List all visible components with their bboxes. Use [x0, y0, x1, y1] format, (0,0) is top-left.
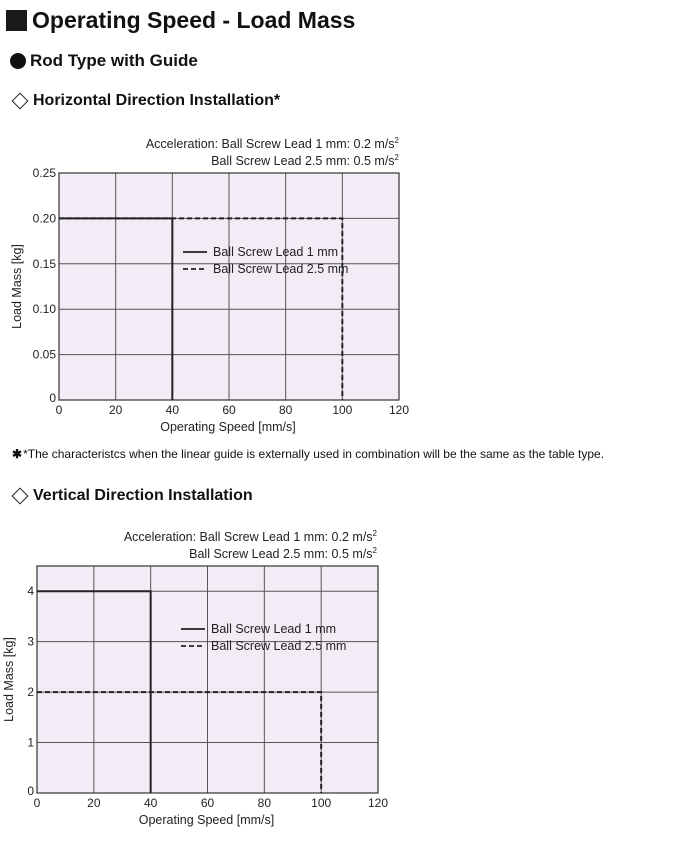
y-axis-label: Load Mass [kg] — [10, 244, 24, 329]
y-tick-label: 0.05 — [32, 347, 56, 362]
y-tick-label: 1 — [27, 735, 34, 750]
acceleration-line-2-superscript: 2 — [394, 153, 399, 162]
x-tick-label: 20 — [87, 796, 101, 810]
x-tick-label: 80 — [257, 796, 272, 810]
x-tick-label: 60 — [222, 403, 236, 417]
y-axis-label: Load Mass [kg] — [2, 637, 16, 722]
acceleration-line-1-superscript: 2 — [372, 529, 377, 538]
y-tick-label: 0.25 — [32, 166, 56, 180]
acceleration-line-2-superscript: 2 — [372, 546, 377, 555]
vertical-section-title: Vertical Direction Installation — [33, 487, 253, 504]
x-tick-label: 80 — [278, 403, 293, 417]
acceleration-line-2-text: Ball Screw Lead 2.5 mm: 0.5 m/s — [189, 547, 373, 561]
y-tick-label: 0.15 — [32, 256, 56, 271]
acceleration-line-2 — [189, 546, 377, 561]
x-tick-label: 120 — [367, 796, 389, 810]
x-tick-label: 40 — [165, 403, 180, 417]
x-tick-label: 60 — [200, 796, 215, 810]
x-tick-label: 40 — [143, 796, 158, 810]
x-tick-label: 120 — [388, 403, 410, 417]
y-tick-label: 0 — [27, 784, 34, 798]
y-tick-label: 0.10 — [32, 302, 56, 317]
y-tick-label: 0 — [49, 391, 56, 405]
y-tick-label: 2 — [27, 685, 34, 700]
acceleration-line-1-text: Acceleration: Ball Screw Lead 1 mm: 0.2 m/s — [145, 137, 395, 151]
section-subtitle-text: Rod Type with Guide — [30, 51, 198, 70]
x-tick-label: 0 — [55, 403, 63, 417]
asterisk-icon: ✱ — [12, 447, 23, 461]
legend-label-1: Ball Screw Lead 1 mm — [213, 245, 339, 259]
acceleration-line-2-text: Ball Screw Lead 2.5 mm: 0.5 m/s — [211, 154, 395, 168]
legend-label-2: Ball Screw Lead 2.5 mm — [211, 639, 347, 653]
acceleration-line-1 — [124, 529, 378, 544]
y-tick-label: 4 — [27, 584, 34, 599]
x-tick-label: 100 — [332, 403, 353, 417]
horizontal-section-title: Horizontal Direction Installation* — [33, 92, 281, 109]
x-axis-label: Operating Speed [mm/s] — [160, 420, 296, 434]
legend-label-2: Ball Screw Lead 2.5 mm — [213, 262, 349, 276]
x-tick-label: 20 — [108, 403, 123, 417]
x-axis-label: Operating Speed [mm/s] — [138, 813, 275, 827]
y-tick-label: 0.20 — [32, 211, 56, 226]
footnote-text: *The characteristcs when the linear guide is externally used in combination will be the same as the table type. — [23, 447, 605, 461]
legend-label-1: Ball Screw Lead 1 mm — [211, 622, 337, 636]
page-title-text: Operating Speed - Load Mass — [32, 7, 356, 33]
acceleration-line-1-superscript: 2 — [394, 136, 399, 145]
y-tick-label: 3 — [27, 634, 34, 649]
x-tick-label: 100 — [311, 796, 332, 810]
x-tick-label: 0 — [33, 796, 41, 810]
acceleration-line-1-text: Acceleration: Ball Screw Lead 1 mm: 0.2 m/s — [123, 530, 373, 544]
